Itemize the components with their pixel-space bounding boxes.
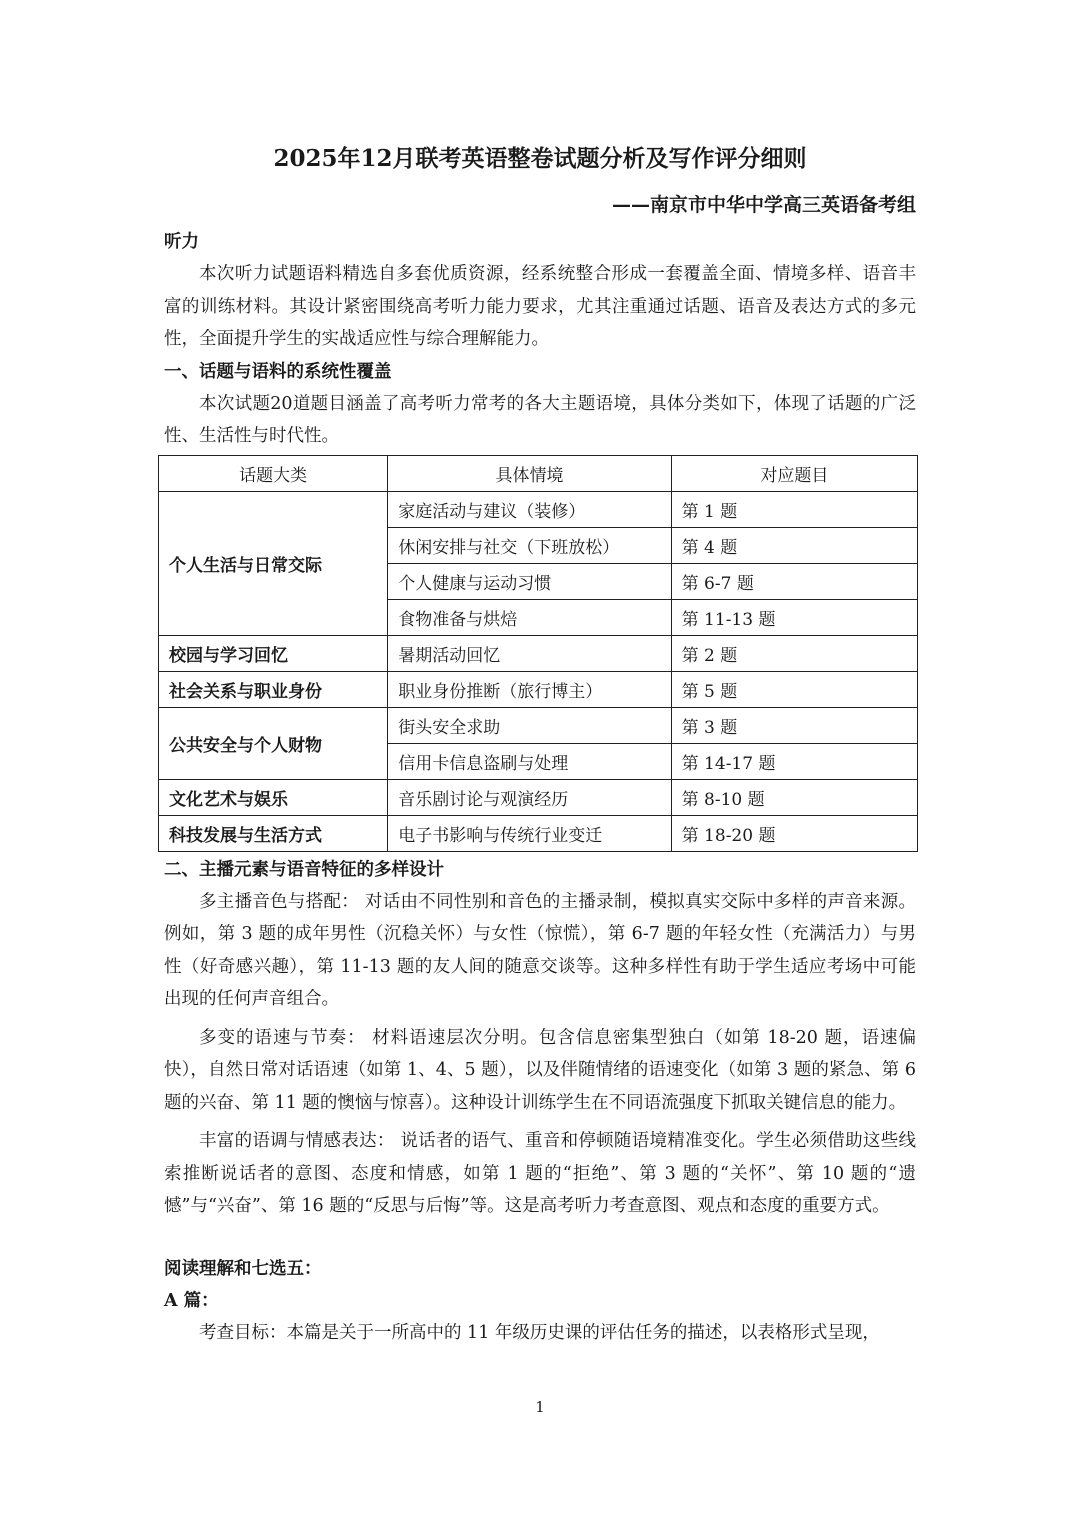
table-row <box>159 779 918 815</box>
reading-heading: 阅读理解和七选五： <box>164 1258 322 1279</box>
section2-heading: 二、主播元素与语音特征的多样设计 <box>164 859 444 880</box>
situation-cell: 家庭活动与建议（装修） <box>388 491 671 527</box>
situation-cell: 电子书影响与传统行业变迁 <box>388 815 671 851</box>
section2-paragraph-voices: 多主播音色与搭配： 对话由不同性别和音色的主播录制，模拟真实交际中多样的声音来源。例如，第 3 题的成年男性（沉稳关怀）与女性（惊慌），第 6-7 题的年轻女性（充满活力）与男性（好奇感兴趣），第 11-13 题的友人间的随意交谈等。这种多样性有助于学生适应考场中可能出现的任何声音组合。 <box>164 891 916 1009</box>
situation-cell: 食物准备与烘焙 <box>388 599 671 635</box>
category-cell: 公共安全与个人财物 <box>159 707 388 779</box>
situation-cell: 个人健康与运动习惯 <box>388 563 671 599</box>
category-cell: 科技发展与生活方式 <box>159 815 388 851</box>
question-cell: 第 11-13 题 <box>671 599 917 635</box>
question-cell: 第 8-10 题 <box>671 779 917 815</box>
section2-paragraph-speed: 多变的语速与节奏： 材料语速层次分明。包含信息密集型独白（如第 18-20 题，语速偏快），自然日常对话语速（如第 1、4、5 题），以及伴随情绪的语速变化（如第 3 题的紧急、第 6 题的兴奋、第 11 题的懊恼与惊喜）。这种设计训练学生在不同语流强度下抓取关键信息的能力。 <box>164 1027 916 1113</box>
table-row <box>159 635 918 671</box>
section1-intro: 本次试题20道题目涵盖了高考听力常考的各大主题语境，具体分类如下，体现了话题的广泛性、生活性与时代性。 <box>164 393 916 446</box>
table-header-row <box>159 455 918 491</box>
question-cell: 第 18-20 题 <box>671 815 917 851</box>
listening-heading: 听力 <box>164 232 199 252</box>
table-row <box>159 671 918 707</box>
table-header-cell: 对应题目 <box>671 455 917 491</box>
question-cell: 第 5 题 <box>671 671 917 707</box>
question-cell: 第 2 题 <box>671 635 917 671</box>
situation-cell: 暑期活动回忆 <box>388 635 671 671</box>
situation-cell: 职业身份推断（旅行博主） <box>388 671 671 707</box>
situation-cell: 信用卡信息盗刷与处理 <box>388 743 671 779</box>
situation-cell: 休闲安排与社交（下班放松） <box>388 527 671 563</box>
document-title: 2025年12月联考英语整卷试题分析及写作评分细则 <box>273 145 807 172</box>
topic-table <box>158 455 918 852</box>
table-header-cell: 话题大类 <box>159 455 388 491</box>
page-number: 1 <box>535 1398 545 1416</box>
table-row <box>159 707 918 743</box>
category-cell: 个人生活与日常交际 <box>159 491 388 635</box>
section2-paragraph-intonation: 丰富的语调与情感表达： 说话者的语气、重音和停顿随语境精准变化。学生必须借助这些线索推断说话者的意图、态度和情感，如第 1 题的“拒绝”、第 3 题的“关怀”、第 10 题的“遗憾”与“兴奋”、第 16 题的“反思与后悔”等。这是高考听力考查意图、观点和态度的重要方式。 <box>164 1131 916 1216</box>
table-header-cell: 具体情境 <box>388 455 671 491</box>
table-row <box>159 815 918 851</box>
section-spacer <box>164 1223 916 1253</box>
document-subtitle: ——南京市中华中学高三英语备考组 <box>611 194 916 216</box>
document-body <box>164 142 916 1349</box>
question-cell: 第 1 题 <box>671 491 917 527</box>
section1-heading: 一、话题与语料的系统性覆盖 <box>164 361 392 382</box>
part-a-text: 考查目标：本篇是关于一所高中的 11 年级历史课的评估任务的描述，以表格形式呈现， <box>199 1322 880 1343</box>
situation-cell: 街头安全求助 <box>388 707 671 743</box>
situation-cell: 音乐剧讨论与观演经历 <box>388 779 671 815</box>
category-cell: 社会关系与职业身份 <box>159 671 388 707</box>
question-cell: 第 6-7 题 <box>671 563 917 599</box>
question-cell: 第 14-17 题 <box>671 743 917 779</box>
question-cell: 第 3 题 <box>671 707 917 743</box>
part-a-heading: A 篇： <box>164 1290 219 1311</box>
category-cell: 文化艺术与娱乐 <box>159 779 388 815</box>
question-cell: 第 4 题 <box>671 527 917 563</box>
table-row <box>159 491 918 527</box>
category-cell: 校园与学习回忆 <box>159 635 388 671</box>
listening-intro: 本次听力试题语料精选自多套优质资源，经系统整合形成一套覆盖全面、情境多样、语音丰富的训练材料。其设计紧密围绕高考听力能力要求，尤其注重通过话题、语音及表达方式的多元性，全面提升学生的实战适应性与综合理解能力。 <box>164 264 916 349</box>
